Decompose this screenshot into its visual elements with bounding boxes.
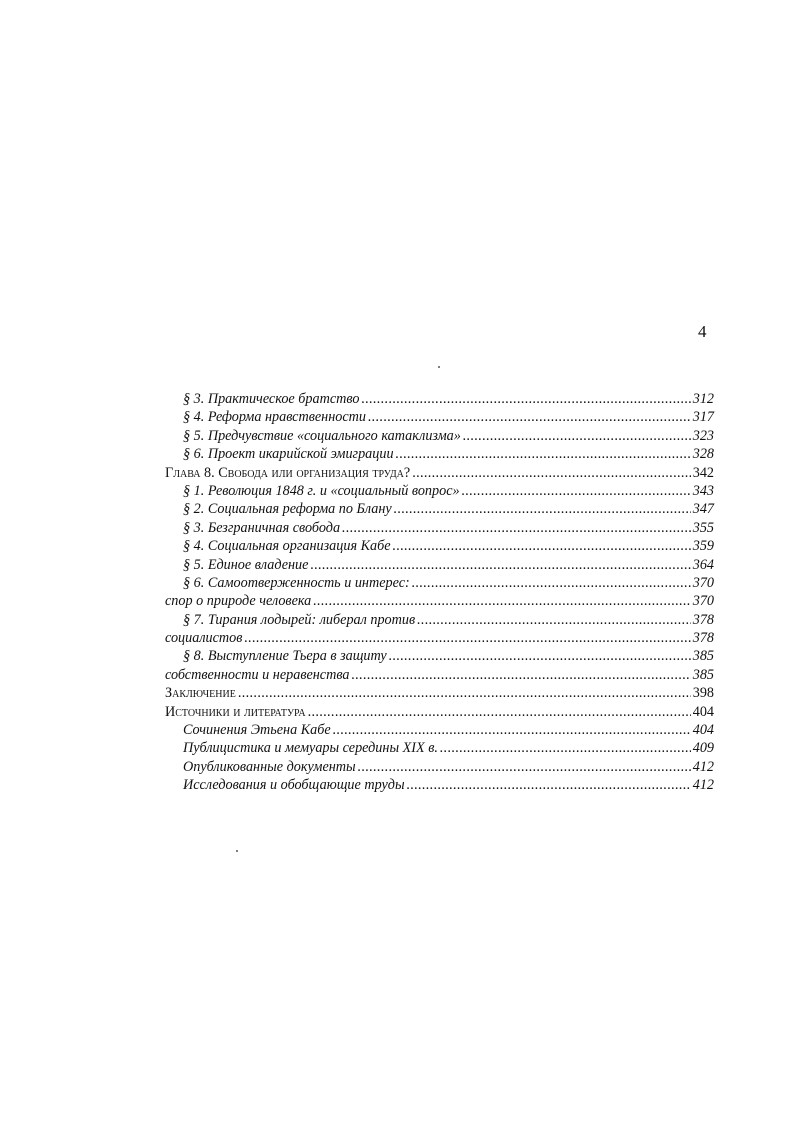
toc-entry [165,445,714,463]
toc-leader-dots [244,629,690,647]
scan-speck [438,366,440,368]
toc-entry-page: 323 [692,427,714,444]
toc-entry-page: 385 [692,666,714,683]
toc-leader-dots [333,721,691,739]
toc-entry-label: § 4. Социальная организация Кабе [183,538,391,555]
toc-entry [165,592,714,610]
toc-entry-page: 378 [692,630,714,647]
toc-entry [165,427,714,445]
toc-entry [165,739,714,757]
toc-entry-page: 385 [692,648,714,665]
toc-entry [165,684,714,702]
toc-entry [165,390,714,408]
toc-entry-page: 412 [692,758,714,775]
toc-leader-dots [462,482,691,500]
toc-entry-label: Сочинения Этьена Кабе [183,722,331,739]
toc-entry [165,647,714,665]
toc-entry [165,629,714,647]
toc-entry-page: 364 [692,556,714,573]
toc-leader-dots [313,592,690,610]
toc-entry [165,556,714,574]
toc-leader-dots [389,647,691,665]
toc-entry [165,758,714,776]
toc-entry-page: 370 [692,574,714,591]
toc-entry-label: собственности и неравенства [165,666,350,683]
toc-entry [165,574,714,592]
toc-entry-page: 404 [692,722,714,739]
toc-entry-label: § 8. Выступление Тьера в защиту [183,648,387,665]
toc-entry-page: 370 [692,593,714,610]
toc-entry-label: § 4. Реформа нравственности [183,409,366,426]
toc-entry-page: 328 [692,446,714,463]
toc-entry-label: § 7. Тирания лодырей: либерал против [183,611,416,628]
toc-entry-label: Заключение [165,685,236,702]
toc-entry-label: § 2. Социальная реформа по Блану [183,501,392,518]
toc-entry-page: 347 [692,501,714,518]
toc-entry-page: 404 [692,703,714,720]
toc-entry-page: 342 [692,464,714,481]
toc-entry-label: социалистов [165,630,243,647]
toc-leader-dots [417,611,691,629]
toc-entry-page: 312 [692,391,714,407]
scan-speck [236,850,238,852]
toc-leader-dots [463,427,691,445]
toc-entry-label: Опубликованные документы [183,758,356,775]
toc-entry [165,464,714,482]
toc-leader-dots [396,445,691,463]
toc-leader-dots [361,390,690,408]
toc-entry-label: § 3. Безграничная свобода [183,519,341,536]
toc-entry-page: 378 [692,611,714,628]
toc-entry-page: 355 [692,519,714,536]
toc-entry-label: § 3. Практическое братство [183,391,360,407]
toc-entry [165,519,714,537]
toc-entry-page: 317 [692,409,714,426]
toc-leader-dots [352,666,691,684]
toc-entry-label: Исследования и обобщающие труды [183,777,405,794]
toc-entry-page: 343 [692,482,714,499]
toc-leader-dots [412,464,691,482]
toc-entry [165,666,714,684]
toc-leader-dots [394,500,691,518]
toc-entry [165,611,714,629]
page-number: 4 [698,322,707,341]
table-of-contents [165,390,714,795]
toc-leader-dots [358,758,691,776]
toc-leader-dots [412,574,691,592]
toc-leader-dots [238,684,691,702]
toc-entry-page: 359 [692,538,714,555]
toc-entry-label: § 6. Самоотверженность и интерес: [183,574,410,591]
toc-entry [165,408,714,426]
toc-entry-label: спор о природе человека [165,593,312,610]
toc-entry [165,537,714,555]
toc-entry-label: § 5. Предчувствие «социального катаклизма» [183,427,461,444]
toc-entry [165,776,714,794]
toc-leader-dots [308,703,691,721]
toc-leader-dots [342,519,691,537]
toc-entry-page: 398 [692,685,714,702]
toc-entry-label: § 5. Единое владение [183,556,309,573]
toc-entry [165,703,714,721]
toc-entry [165,500,714,518]
toc-entry-label: Источники и литература [165,703,306,720]
toc-entry [165,482,714,500]
toc-entry-label: Глава 8. Свобода или организация труда? [165,464,411,481]
toc-leader-dots [440,739,691,757]
toc-entry [165,721,714,739]
toc-entry-page: 409 [692,740,714,757]
toc-leader-dots [368,408,691,426]
toc-leader-dots [407,776,691,794]
toc-leader-dots [393,537,691,555]
toc-entry-label: § 1. Революция 1848 г. и «социальный вопрос» [183,482,460,499]
toc-leader-dots [310,556,690,574]
toc-entry-page: 412 [692,777,714,794]
toc-entry-label: Публицистика и мемуары середины XIX в. [183,740,438,757]
toc-entry-label: § 6. Проект икарийской эмиграции [183,446,394,463]
